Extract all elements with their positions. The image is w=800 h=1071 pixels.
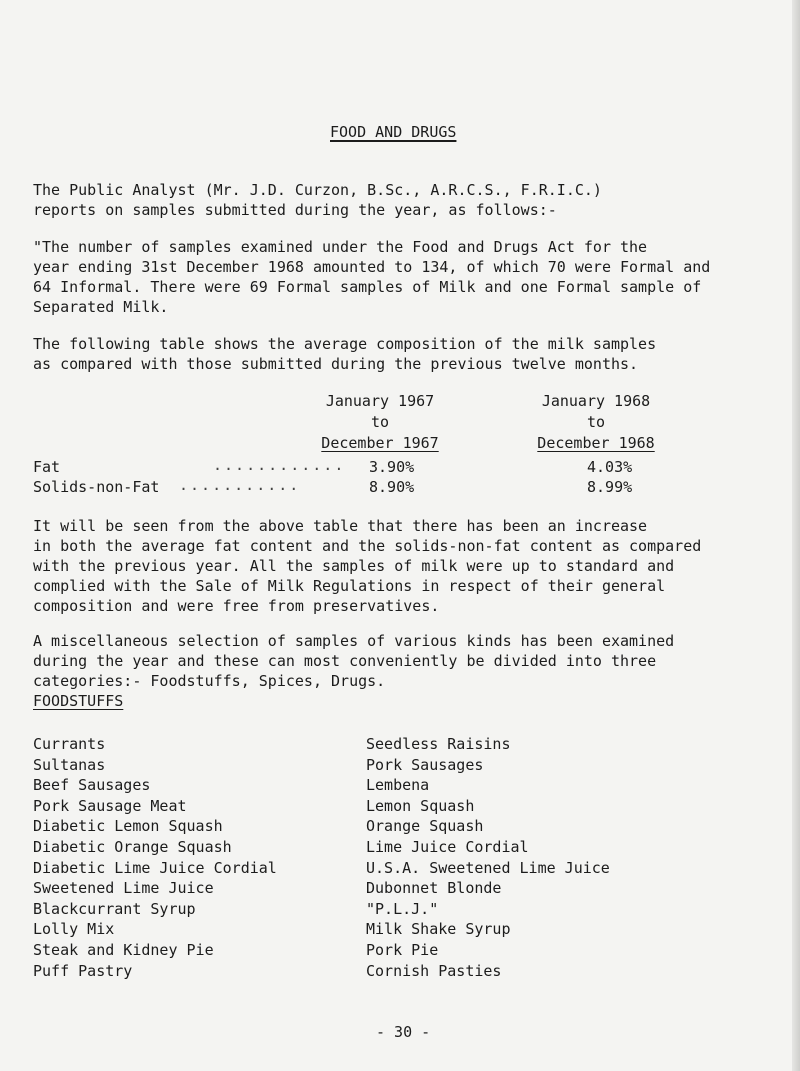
row-label: Fat (33, 458, 61, 476)
quote-line: Separated Milk. (33, 298, 169, 316)
conclusion-line: It will be seen from the above table that there has been an increase (33, 517, 648, 535)
list-item: Currants (33, 735, 106, 753)
list-item: Lolly Mix (33, 920, 115, 939)
quote-line: "The number of samples examined under the Food and Drugs Act for the (33, 238, 648, 256)
conclusion-line: in both the average fat content and the solids-non-fat content as compared (33, 537, 702, 555)
list-item: Diabetic Orange Squash (33, 837, 232, 856)
intro-paragraph (33, 180, 763, 220)
quote-paragraph (33, 237, 763, 317)
misc-line: categories:- Foodstuffs, Spices, Drugs. (33, 672, 386, 690)
value-1967: 3.90% (369, 458, 415, 476)
misc-paragraph (33, 631, 763, 691)
quote-line: 64 Informal. There were 69 Formal samples of Milk and one Formal sample of (33, 278, 702, 296)
conclusion-line: with the previous year. All the samples of milk were up to standard and (33, 557, 675, 575)
list-item: Diabetic Lemon Squash (33, 817, 223, 836)
column-header-1968 (526, 391, 666, 454)
column-header-line: December 1968 (537, 434, 655, 452)
conclusion-line: complied with the Sale of Milk Regulations in respect of their general (33, 577, 666, 595)
table-intro-paragraph (33, 334, 763, 374)
intro-line: The Public Analyst (Mr. J.D. Curzon, B.Sc., A.R.C.S., F.R.I.C.) (33, 181, 602, 199)
list-item: Sultanas (33, 755, 106, 774)
list-item: Seedless Raisins (366, 735, 511, 753)
value-1968: 4.03% (587, 458, 633, 476)
column-header-1967 (310, 391, 450, 454)
list-item: U.S.A. Sweetened Lime Juice (366, 858, 610, 877)
column-header-line: January 1967 (325, 392, 435, 410)
misc-line: during the year and these can most conveniently be divided into three (33, 652, 657, 670)
list-item: Cornish Pasties (366, 961, 502, 980)
column-header-line: December 1967 (321, 434, 439, 452)
table-intro-line: The following table shows the average composition of the milk samples (33, 335, 657, 353)
quote-line: year ending 31st December 1968 amounted to 134, of which 70 were Formal and (33, 258, 711, 276)
list-item: Blackcurrant Syrup (33, 899, 196, 918)
row-label: Solids-non-Fat (33, 478, 160, 496)
list-item: Milk Shake Syrup (366, 920, 511, 939)
page-edge-shadow (792, 0, 800, 1071)
page-heading: FOOD AND DRUGS (330, 123, 457, 141)
list-item: Lemon Squash (366, 796, 475, 815)
leader-dots: ............ (213, 456, 346, 474)
foodstuffs-list-left (33, 734, 277, 981)
list-item: Lembena (366, 776, 430, 795)
list-item: Orange Squash (366, 817, 484, 836)
intro-line: reports on samples submitted during the year, as follows:- (33, 201, 557, 219)
list-item: Diabetic Lime Juice Cordial (33, 858, 277, 877)
list-item: Sweetened Lime Juice (33, 879, 214, 898)
list-item: "P.L.J." (366, 899, 439, 918)
value-1967: 8.90% (369, 478, 415, 496)
list-item: Pork Sausage Meat (33, 796, 187, 815)
value-1968: 8.99% (587, 478, 633, 496)
list-item: Pork Pie (366, 940, 439, 959)
conclusion-paragraph (33, 516, 763, 616)
table-intro-line: as compared with those submitted during the previous twelve months. (33, 355, 639, 373)
list-item: Steak and Kidney Pie (33, 940, 214, 959)
foodstuffs-list-right (366, 734, 610, 981)
list-item: Lime Juice Cordial (366, 837, 529, 856)
leader-dots: ........... (179, 476, 301, 494)
list-item: Puff Pastry (33, 961, 133, 980)
column-header-line: to (586, 413, 606, 431)
column-header-line: to (370, 413, 390, 431)
misc-line: A miscellaneous selection of samples of various kinds has been examined (33, 632, 675, 650)
list-item: Pork Sausages (366, 755, 484, 774)
conclusion-line: composition and were free from preservatives. (33, 597, 440, 615)
list-item: Beef Sausages (33, 776, 151, 795)
foodstuffs-heading: FOODSTUFFS (33, 692, 124, 710)
list-item: Dubonnet Blonde (366, 879, 502, 898)
column-header-line: January 1968 (541, 392, 651, 410)
page-number: - 30 - (376, 1023, 431, 1041)
